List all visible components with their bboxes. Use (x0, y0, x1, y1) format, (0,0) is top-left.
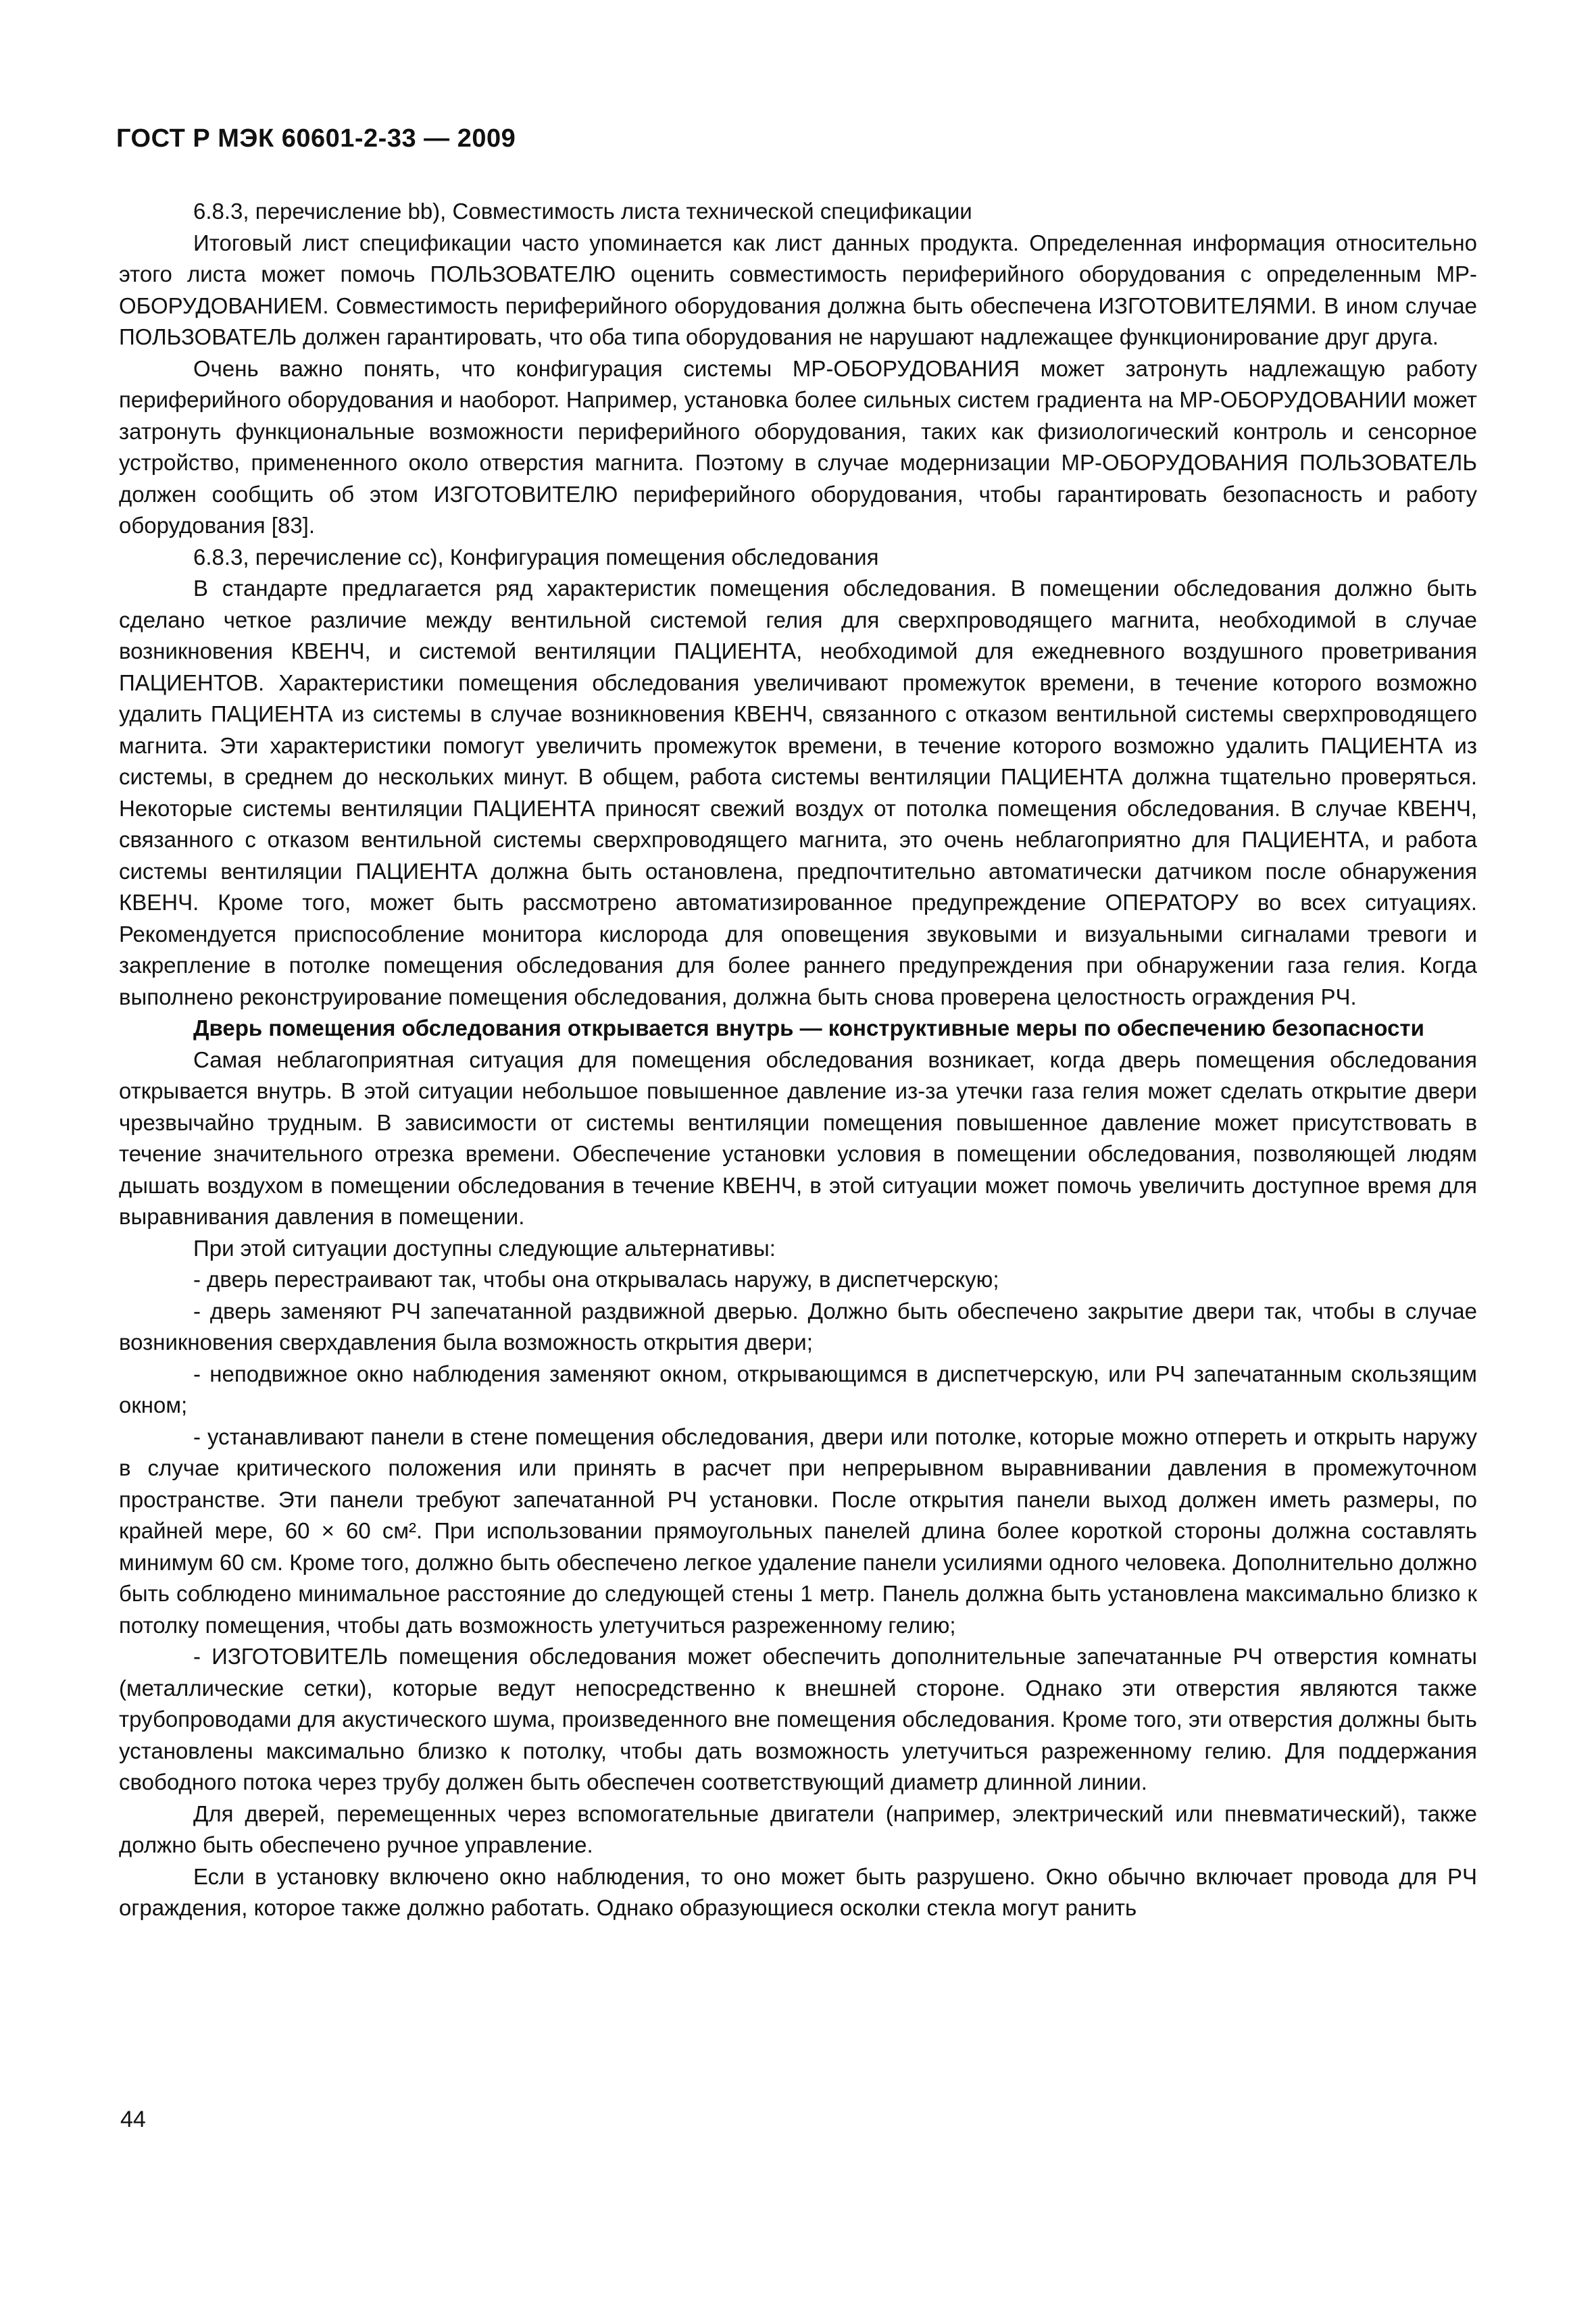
list-item: - устанавливают панели в стене помещения обследования, двери или потолке, которые можно отпереть и открыть наружу в случае критического положения или принять в расчет при непрерывном выравнивании давления в промежуточном пространстве. Эти панели требуют запечатанной РЧ установки. После открытия панели выход должен иметь размеры, по крайней мере, 60 × 60 см². При использовании прямоугольных панелей длина более короткой стороны должна составлять минимум 60 см. Кроме того, должно быть обеспечено легкое удаление панели усилиями одного человека. Дополнительно должно быть соблюдено минимальное расстояние до следующей стены 1 метр. Панель должна быть установлена максимально близко к потолку помещения, чтобы дать возможность улетучиться разреженному гелию; (119, 1424, 1477, 1638)
paragraph: 6.8.3, перечисление cc), Конфигурация помещения обследования (193, 544, 879, 570)
list-item: - дверь перестраивают так, чтобы она открывалась наружу, в диспетчерскую; (193, 1267, 999, 1292)
document-header: ГОСТ Р МЭК 60601-2-33 — 2009 (116, 124, 516, 153)
list-item: - неподвижное окно наблюдения заменяют окном, открывающимся в диспетчерскую, или РЧ запечатанным скользящим окном; (119, 1361, 1477, 1417)
paragraph: Для дверей, перемещенных через вспомогательные двигатели (например, электрический или пневматический), также должно быть обеспечено ручное управление. (119, 1801, 1477, 1857)
page-number: 44 (120, 2107, 146, 2132)
list-item: - дверь заменяют РЧ запечатанной раздвижной дверью. Должно быть обеспечено закрытие двери так, чтобы в случае возникновения сверхдавления была возможность открытия двери; (119, 1298, 1477, 1355)
paragraph: 6.8.3, перечисление bb), Совместимость листа технической спецификации (193, 199, 972, 224)
paragraph: При этой ситуации доступны следующие альтернативы: (193, 1235, 776, 1261)
paragraph: Итоговый лист спецификации часто упоминается как лист данных продукта. Определенная информация относительно этого листа может помочь ПОЛЬЗОВАТЕЛЮ оценить совместимость периферийного оборудования с определенным МР-ОБОРУДОВАНИЕМ. Совместимость периферийного оборудования должна быть обеспечена ИЗГОТОВИТЕЛЯМИ. В ином случае ПОЛЬЗОВАТЕЛЬ должен гарантировать, что оба типа оборудования не нарушают надлежащее функционирование друг друга. (119, 230, 1477, 349)
list-item: - ИЗГОТОВИТЕЛЬ помещения обследования может обеспечить дополнительные запечатанные РЧ отверстия комнаты (металлические сетки), которые ведут непосредственно к внешней стороне. Однако эти отверстия являются также трубопроводами для акустического шума, произведенного вне помещения обследования. Кроме того, эти отверстия должны быть установлены максимально близко к потолку, чтобы дать возможность улетучиться разреженному гелию. Для поддержания свободного потока через трубу должен быть обеспечен соответствующий диаметр длинной линии. (119, 1644, 1477, 1794)
paragraph: Очень важно понять, что конфигурация системы МР-ОБОРУДОВАНИЯ может затронуть надлежащую работу периферийного оборудования и наоборот. Например, установка более сильных систем градиента на МР-ОБОРУДОВАНИИ может затронуть функциональные возможности периферийного оборудования, таких как физиологический контроль и сенсорное устройство, примененного около отверстия магнита. Поэтому в случае модернизации МР-ОБОРУДОВАНИЯ ПОЛЬЗОВАТЕЛЬ должен сообщить об этом ИЗГОТОВИТЕЛЮ периферийного оборудования, чтобы гарантировать безопасность и работу оборудования [83]. (119, 355, 1477, 538)
paragraph: Если в установку включено окно наблюдения, то оно может быть разрушено. Окно обычно включает провода для РЧ ограждения, которое также должно работать. Однако образующиеся осколки стекла могут ранить (119, 1863, 1477, 1920)
paragraph: Самая неблагоприятная ситуация для помещения обследования возникает, когда дверь помещения обследования открывается внутрь. В этой ситуации небольшое повышенное давление из-за утечки газа гелия может сделать открытие двери чрезвычайно трудным. В зависимости от системы вентиляции помещения повышенное давление может присутствовать в течение значительного отрезка времени. Обеспечение установки условия в помещении обследования, позволяющей людям дышать воздухом в помещении обследования в течение КВЕНЧ, в этой ситуации может помочь увеличить доступное время для выравнивания давления в помещении. (119, 1047, 1477, 1229)
section-heading: Дверь помещения обследования открывается внутрь — конструктивные меры по обеспечению безопасности (193, 1015, 1424, 1040)
document-body (119, 196, 1477, 1924)
paragraph: В стандарте предлагается ряд характеристик помещения обследования. В помещении обследования должно быть сделано четкое различие между вентильной системой гелия для сверхпроводящего магнита, необходимой в случае возникновения КВЕНЧ, и системой вентиляции ПАЦИЕНТА, необходимой для ежедневного воздушного проветривания ПАЦИЕНТОВ. Характеристики помещения обследования увеличивают промежуток времени, в течение которого возможно удалить ПАЦИЕНТА из системы в случае возникновения КВЕНЧ, связанного с отказом вентильной системы сверхпроводящего магнита. Эти характеристики помогут увеличить промежуток времени, в течение которого возможно удалить ПАЦИЕНТА из системы, в среднем до нескольких минут. В общем, работа системы вентиляции ПАЦИЕНТА должна тщательно проверяться. Некоторые системы вентиляции ПАЦИЕНТА приносят свежий воздух от потолка помещения обследования. В случае КВЕНЧ, связанного с отказом вентильной системы сверхпроводящего магнита, это очень неблагоприятно для ПАЦИЕНТА, и работа системы вентиляции ПАЦИЕНТА должна быть остановлена, предпочтительно автоматически датчиком после обнаружения КВЕНЧ. Кроме того, может быть рассмотрено автоматизированное предупреждение ОПЕРАТОРУ во всех ситуациях. Рекомендуется приспособление монитора кислорода для оповещения звуковыми и визуальными сигналами тревоги и закрепление в потолке помещения обследования для более раннего предупреждения при обнаружении газа гелия. Когда выполнено реконструирование помещения обследования, должна быть снова проверена целостность ограждения РЧ. (119, 576, 1477, 1009)
